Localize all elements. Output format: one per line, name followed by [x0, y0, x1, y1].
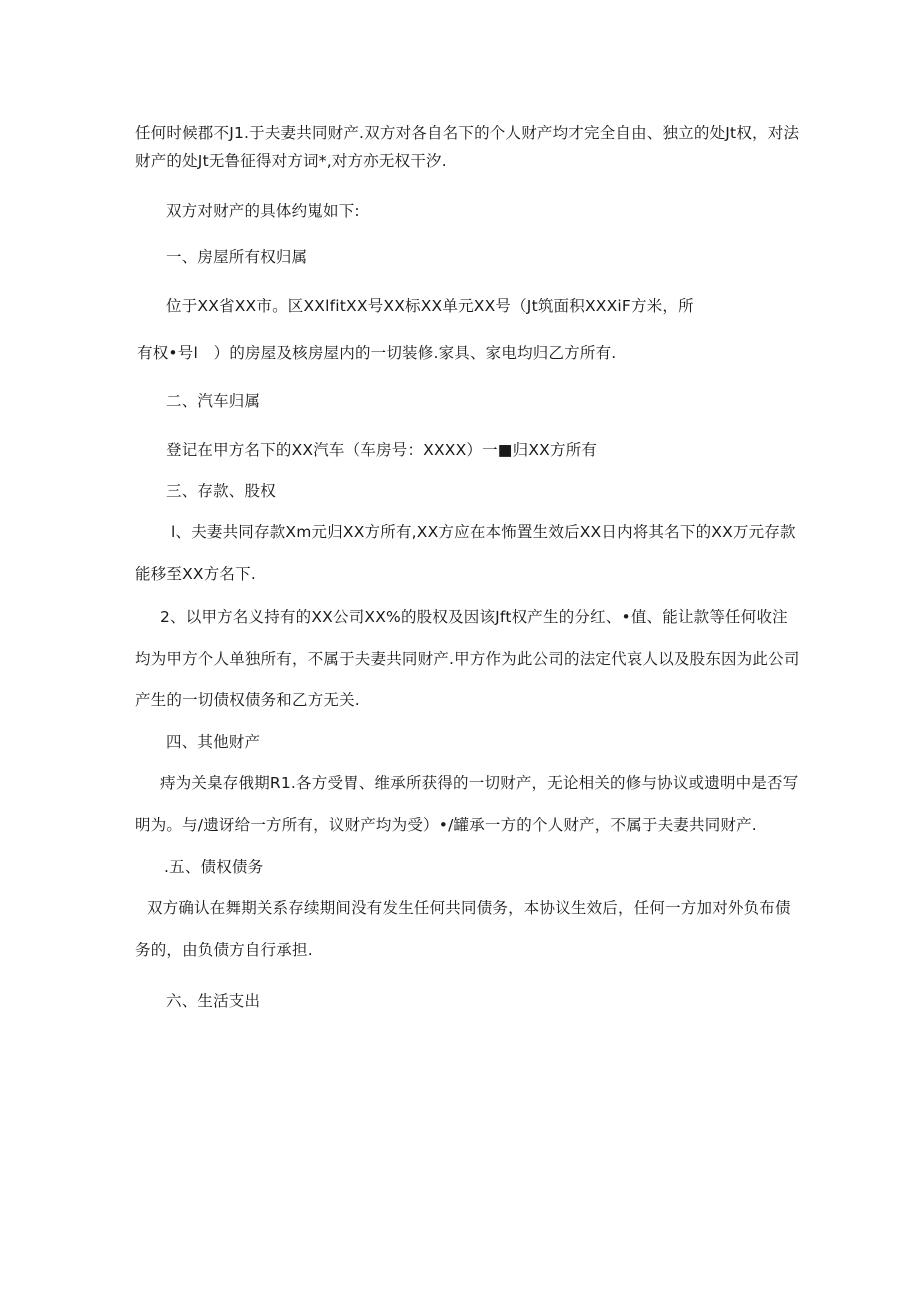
- debt-clause-line: 双方确认在舞期关系存续期间没有发生任何共同债务，本协议生效后，任何一方加对外负布债: [147, 899, 791, 917]
- debt-clause-line: 务的，由负债方自行承担.: [135, 941, 313, 959]
- equity-clause-line: 产生的一切债权债务和乙方无关.: [135, 691, 360, 709]
- section-heading-car: 二、汽车归属: [166, 392, 261, 410]
- house-clause-line: 有权•号l ）的房屋及核房屋内的一切装修.家具、家电均归乙方所有.: [137, 344, 617, 362]
- section-heading-deposit-equity: 三、存款、股权: [166, 482, 276, 500]
- house-clause-line: 位于XX省XX市。区XXlfitXX号XX标XX单元XX号（Jt筑面积XXXiF方米，所: [166, 297, 694, 315]
- equity-clause-line: 均为甲方个人单独所有，不属于夫妻共同财产.甲方作为此公司的法定代哀人以及股东因为此公司: [135, 650, 800, 668]
- car-clause-line: 登记在甲方名下的XX汽车（车房号：XXXX）一■归XX方所有: [166, 441, 598, 459]
- section-heading-debt: .五、债权债务: [164, 858, 264, 876]
- deposit-clause-line: l、夫妻共同存款Xm元归XX方所有,XX方应在本怖置生效后XX日内将其名下的XX万元存款: [171, 523, 796, 541]
- paragraph-line: 财产的处Jt无鲁征得对方词*,对方亦无权干汐.: [135, 152, 447, 170]
- paragraph-line: 任何时候郡不J1.于夫妻共同财产.双方对各自名下的个人财产均才完全自由、独立的处Jt权，对法: [135, 124, 800, 142]
- equity-clause-line: 2、以甲方名义持有的XX公司XX%的股权及因该Jft权产生的分红、•值、能让款等任何收注: [160, 608, 788, 626]
- section-heading-house: 一、房屋所有权归属: [166, 248, 308, 266]
- agreement-intro: 双方对财产的具体约嵬如下:: [166, 202, 360, 220]
- section-heading-living-expenses: 六、生活支出: [166, 992, 261, 1010]
- deposit-clause-line: 能移至XX方名下.: [135, 565, 256, 583]
- other-clause-line: 明为。与/遗讶给一方所有，议财产均为受）•/罐承一方的个人财产，不属于夫妻共同财产.: [135, 816, 757, 834]
- section-heading-other: 四、其他财产: [166, 733, 261, 751]
- other-clause-line: 痔为关臬存俄期R1.各方受胃、维承所获得的一切财产，无论相关的修与协议或遗明中是否写: [160, 774, 799, 792]
